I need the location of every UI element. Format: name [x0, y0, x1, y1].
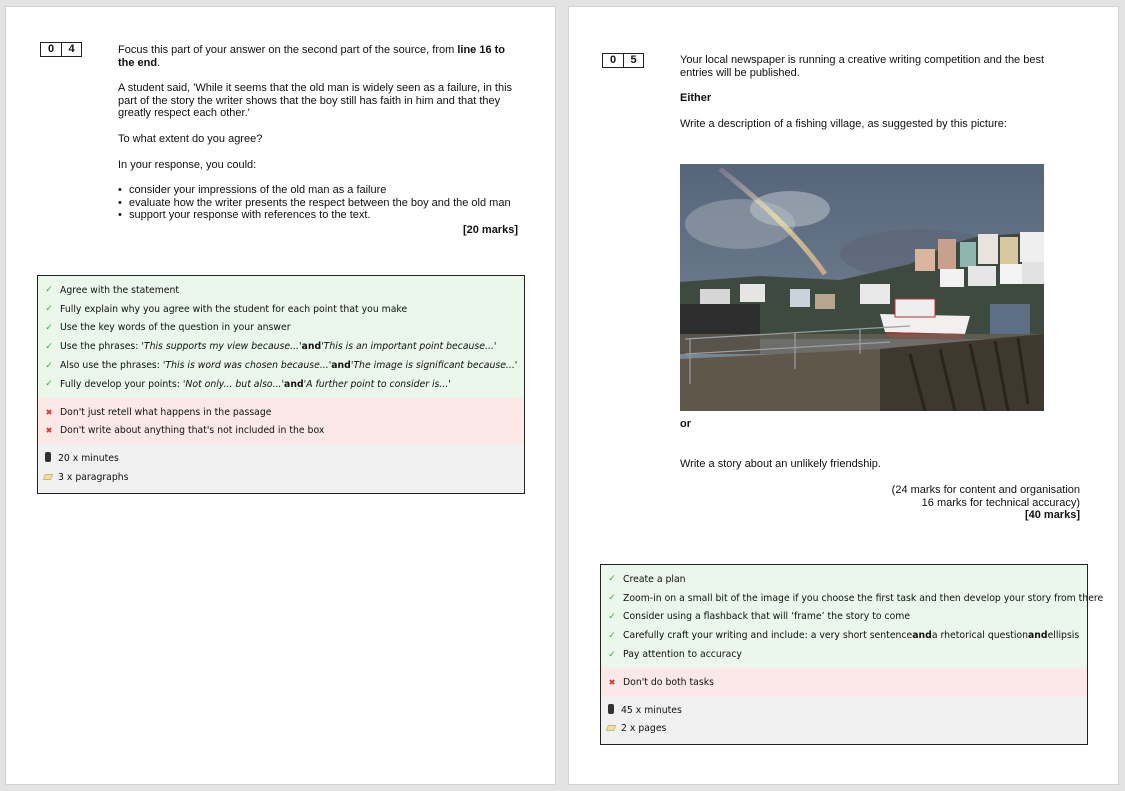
page-left — [5, 6, 556, 785]
bullet-item: • evaluate how the writer presents the respect between the boy and the old man — [118, 197, 518, 210]
question-digit: 0 — [47, 43, 55, 55]
check-icon: ✓ — [45, 285, 53, 296]
student-quote: A student said, 'While it seems that the old man is widely seen as a failure, in this part of the story the writer shows that the boy still has faith in him and that they greatly respect each other.' — [118, 82, 513, 120]
check-icon: ✓ — [608, 611, 616, 622]
tips-dont-section — [601, 668, 1087, 696]
time-allowance: 20 x minutes — [38, 449, 524, 468]
question-body-continued — [680, 418, 1080, 522]
length-allowance: 2 x pages — [601, 720, 1087, 739]
time-allowance: 45 x minutes — [601, 701, 1087, 720]
marks-breakdown-2: 16 marks for technical accuracy) — [921, 496, 1080, 509]
tip-dont-item: ✖ Don't just retell what happens in the passage — [38, 403, 524, 422]
tips-box — [600, 564, 1104, 745]
question-digit: 4 — [61, 43, 81, 56]
task-two-text: Write a story about an unlikely friendship. — [680, 457, 881, 470]
tip-do-item: ✓ Pay attention to accuracy — [601, 645, 1087, 664]
tip-dont-item: ✖ Don't do both tasks — [601, 673, 1087, 692]
question-number-box — [602, 53, 644, 68]
response-lead: In your response, you could: — [118, 158, 257, 171]
tip-do-item: ✓ Carefully craft your writing and include: a very short sentence and a rhetorical question and ellipsis — [601, 626, 1087, 645]
check-icon: ✓ — [608, 630, 616, 641]
check-icon: ✓ — [45, 360, 53, 371]
tips-do-section — [601, 565, 1104, 668]
marks-label: [20 marks] — [462, 223, 518, 236]
marks-breakdown-1: (24 marks for content and organisation — [891, 484, 1080, 497]
check-icon: ✓ — [608, 574, 616, 585]
bullet-item: • support your response with references to the text. — [118, 209, 518, 222]
check-icon: ✓ — [608, 593, 616, 604]
marks-label: [40 marks] — [1024, 509, 1080, 522]
either-label: Either — [680, 92, 712, 105]
bullet-item: • consider your impressions of the old man as a failure — [118, 184, 518, 197]
fishing-village-photo — [680, 164, 1044, 411]
tip-do-item: ✓ Zoom-in on a small bit of the image if you choose the first task and then develop your story from there — [601, 589, 1087, 608]
tip-do-item: ✓ Fully explain why you agree with the student for each point that you make — [38, 300, 524, 319]
tip-dont-item: ✖ Don't write about anything that's not included in the box — [38, 422, 524, 441]
watch-icon — [608, 704, 614, 714]
cross-icon: ✖ — [45, 426, 53, 436]
tip-do-item: ✓ Consider using a flashback that will ‘frame’ the story to come — [601, 608, 1087, 627]
tips-meta-section — [38, 444, 524, 493]
cross-icon: ✖ — [45, 407, 53, 417]
question-digit: 5 — [623, 54, 643, 67]
tip-do-item: ✓ Also use the phrases: ' This is word was chosen because... ' and ' The image is significant because... ' — [38, 356, 524, 375]
tips-dont-section — [38, 398, 524, 445]
competition-intro: Your local newspaper is running a creative writing competition and the best entries will be published. — [680, 54, 1045, 79]
task-one-text: Write a description of a fishing village, as suggested by this picture: — [680, 117, 1007, 130]
tip-do-item: ✓ Use the phrases: ' This supports my view because... ' and ' This is an important point because... ' — [38, 337, 524, 356]
tips-box — [37, 275, 525, 494]
check-icon: ✓ — [45, 304, 53, 315]
question-number-box — [40, 42, 82, 57]
question-body — [680, 54, 1080, 143]
check-icon: ✓ — [45, 379, 53, 390]
tip-do-item: ✓ Fully develop your points: ' Not only... but also... ' and ' A further point to consider is... ' — [38, 375, 524, 394]
or-label: or — [680, 418, 691, 430]
instruction-text: Focus this part of your answer on the second part of the source, from line 16 to the end. — [118, 44, 506, 69]
tip-do-item: ✓ Use the key words of the question in your answer — [38, 319, 524, 338]
check-icon: ✓ — [45, 341, 53, 352]
page-right — [568, 6, 1119, 785]
memo-icon — [606, 725, 616, 731]
tip-do-item: ✓ Agree with the statement — [38, 281, 524, 300]
question-prompt: To what extent do you agree? — [118, 132, 263, 145]
cross-icon: ✖ — [608, 677, 616, 687]
check-icon: ✓ — [608, 649, 616, 660]
response-bullets — [118, 184, 518, 222]
question-digit: 0 — [609, 54, 617, 66]
length-allowance: 3 x paragraphs — [38, 468, 524, 487]
question-body — [118, 44, 518, 237]
tips-do-section — [38, 276, 524, 398]
tips-meta-section — [601, 696, 1087, 745]
memo-icon — [43, 474, 53, 480]
check-icon: ✓ — [45, 322, 53, 333]
watch-icon — [45, 452, 51, 462]
tip-do-item: ✓ Create a plan — [601, 570, 1087, 589]
